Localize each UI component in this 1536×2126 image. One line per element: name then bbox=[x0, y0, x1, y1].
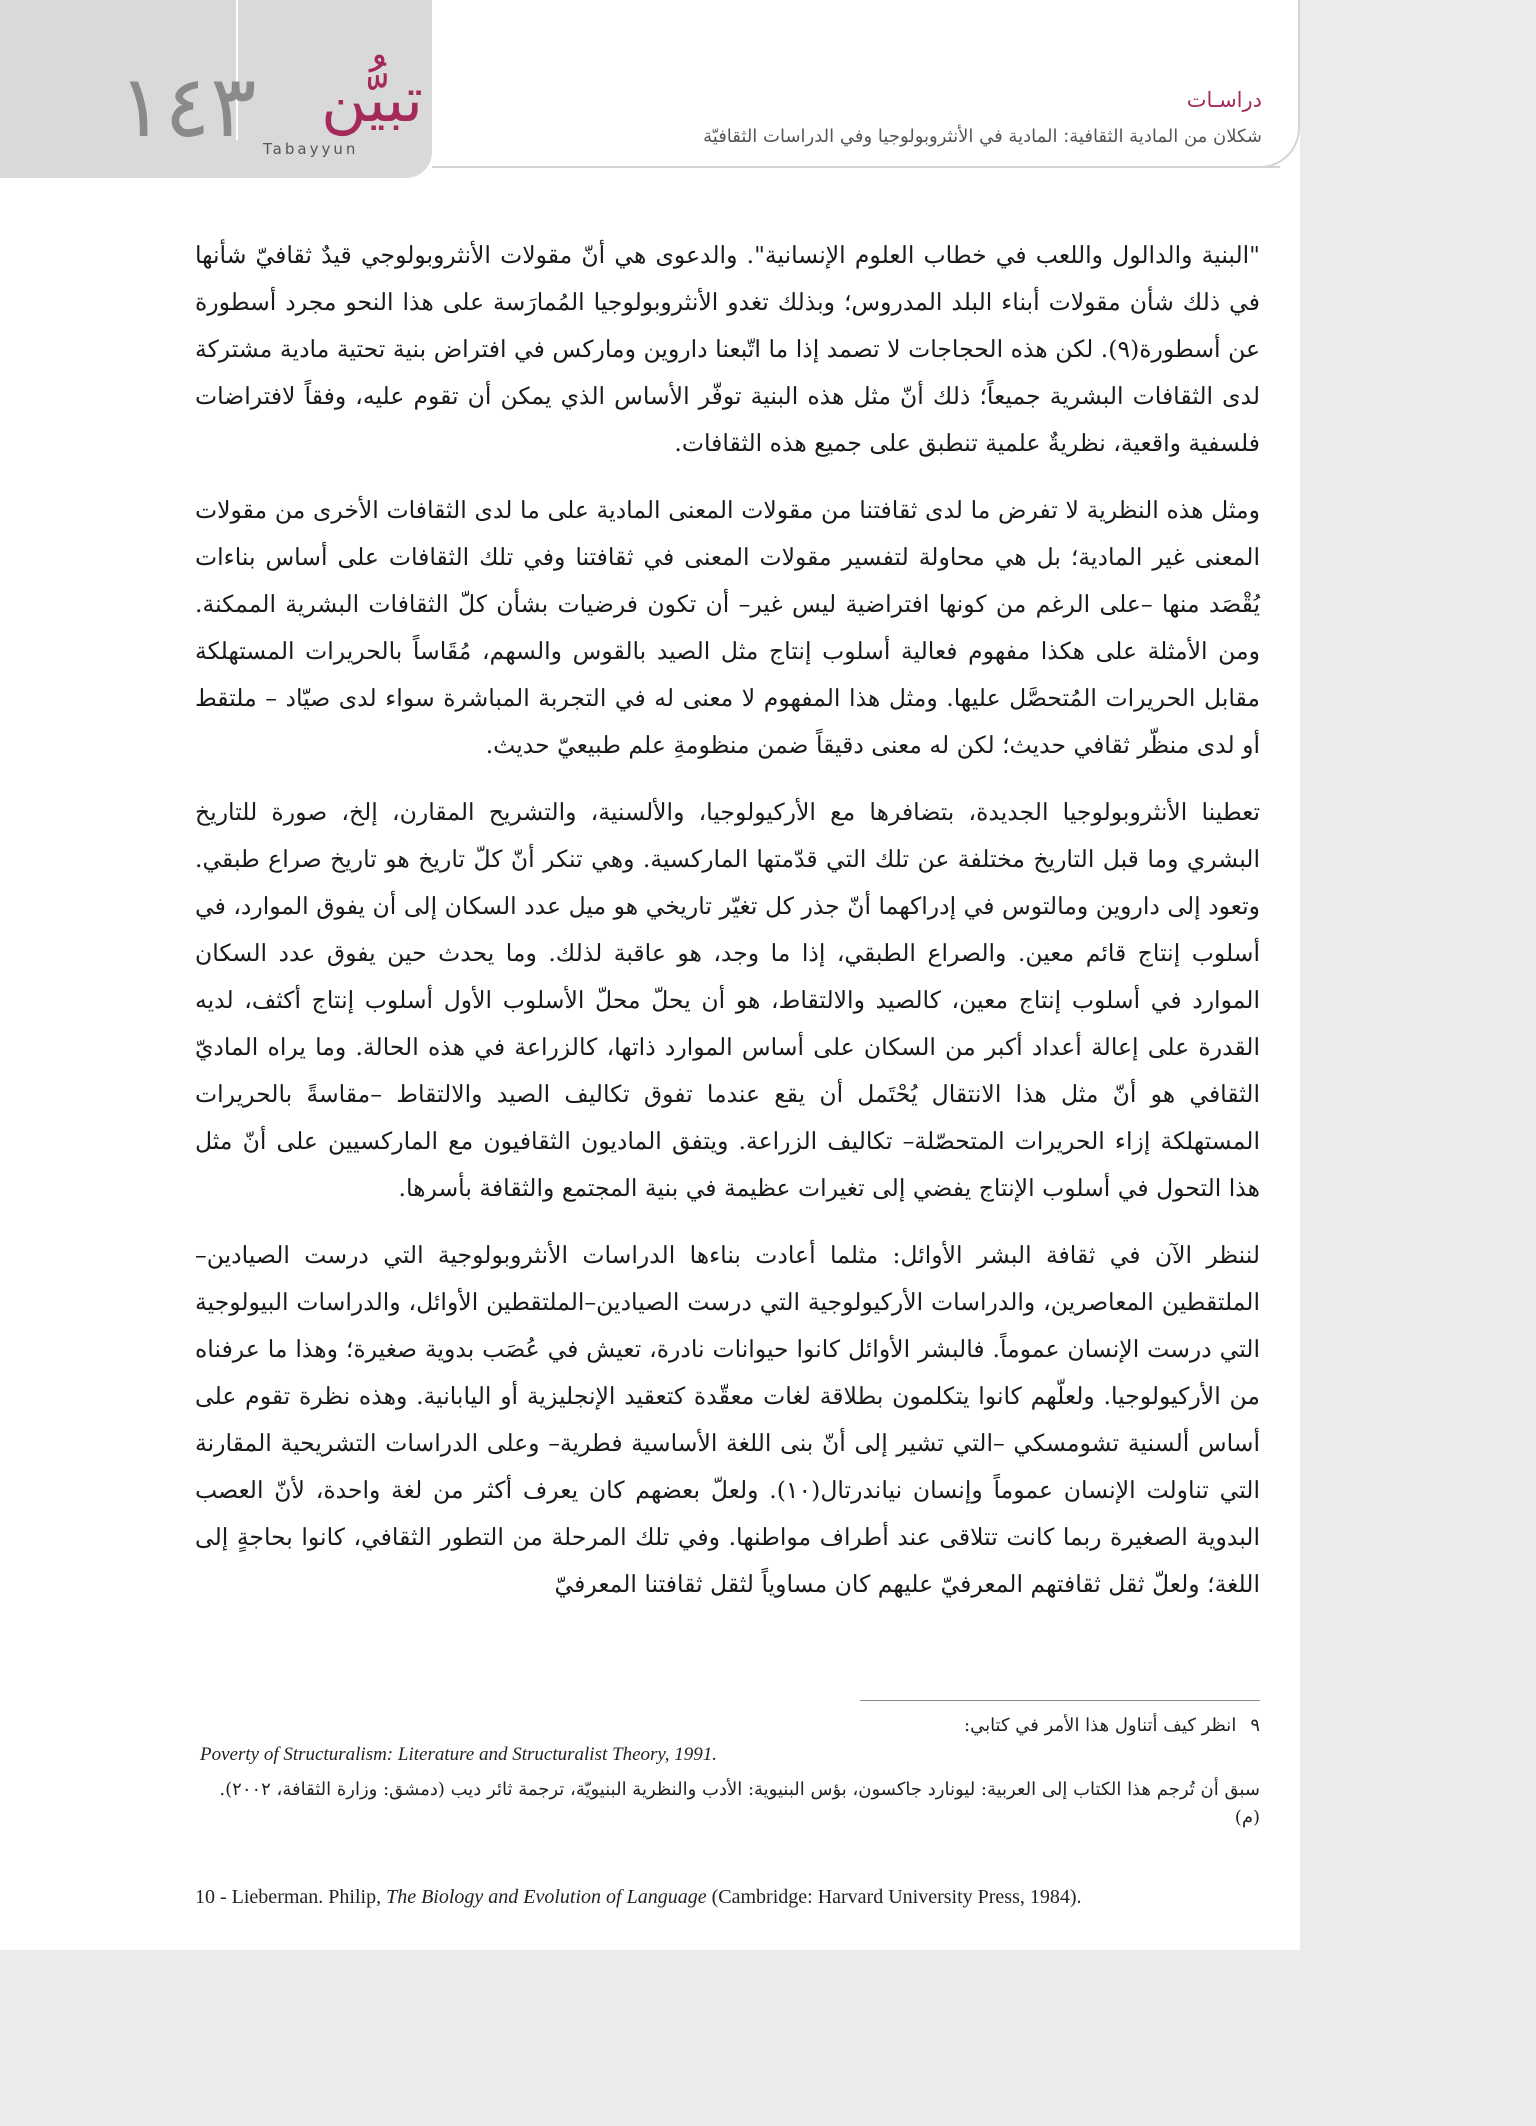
footnote-10 bbox=[195, 1886, 1260, 1909]
footnote-9-intro: انظر كيف أتناول هذا الأمر في كتابي: bbox=[964, 1715, 1237, 1736]
article-title: شكلان من المادية الثقافية: المادية في الأنثروبولوجيا وفي الدراسات الثقافيّة bbox=[703, 126, 1262, 147]
logo-arabic: تبيُّن bbox=[321, 63, 423, 136]
footnote-9-english: Poverty of Structuralism: Literature and Structuralist Theory, 1991. bbox=[200, 1744, 718, 1765]
footnote-10-prefix: 10 - Lieberman. Philip, bbox=[195, 1886, 387, 1908]
footnote-rule bbox=[860, 1700, 1260, 1701]
header-rule bbox=[432, 166, 1280, 168]
paragraph-4: لننظر الآن في ثقافة البشر الأوائل: مثلما أعادت بناءها الدراسات الأنثروبولوجية التي درست الصيادين–الملتقطين المعاصرين، والدراسات الأركيولوجية التي درست الصيادين–الملتقطين الأوائل، والدراسات البيولوجية التي درست الإنسان عموماً. فالبشر الأوائل كانوا حيوانات نادرة، تعيش في عُصَب بدوية صغيرة؛ وهذا ما عرفناه من الأركيولوجيا. ولعلّهم كانوا يتكلمون بطلاقة لغات معقّدة كتعقيد الإنجليزية أو اليابانية. وهذه نظرة تقوم على أساس ألسنية تشومسكي –التي تشير إلى أنّ بنى اللغة الأساسية فطرية– وعلى الدراسات التشريحية المقارنة التي تناولت الإنسان عموماً وإنسان نياندرتال(١٠). ولعلّ بعضهم كان يعرف أكثر من لغة واحدة، لأنّ العصب البدوية الصغيرة ربما كانت تتلاقى عند أطراف مواطنها. وفي تلك المرحلة من التطور الثقافي، كانوا بحاجةٍ إلى اللغة؛ ولعلّ ثقل ثقافتهم المعرفيّ عليهم كان مساوياً لثقل ثقافتنا المعرفيّ bbox=[195, 1241, 1260, 1598]
page-number: ١٤٣ bbox=[118, 57, 257, 157]
paragraph-2: ومثل هذه النظرية لا تفرض ما لدى ثقافتنا من مقولات المعنى المادية على ما لدى الثقافات الأخرى من مقولات المعنى غير المادية؛ بل هي محاولة لتفسير مقولات المعنى في ثقافتنا وفي تلك الثقافات على أساس بناءات يُقْصَد منها –على الرغم من كونها افتراضية ليس غير– أن تكون فرضيات بشأن كلّ الثقافات البشرية الممكنة. ومن الأمثلة على هكذا مفهوم فعالية أسلوب إنتاج مثل الصيد بالقوس والسهم، مُقَاساً بالحريرات المستهلكة مقابل الحريرات المُتحصَّل عليها. ومثل هذا المفهوم لا معنى له في التجربة المباشرة سواء لدى صيّاد – ملتقط أو لدى منظّر ثقافي حديث؛ لكن له معنى دقيقاً ضمن منظومةِ علم طبيعيّ حديث. bbox=[195, 496, 1260, 759]
section-title: دراسـات bbox=[1186, 88, 1262, 112]
footnote-10-suffix: (Cambridge: Harvard University Press, 1984). bbox=[706, 1886, 1082, 1908]
paragraph-3: تعطينا الأنثروبولوجيا الجديدة، بتضافرها مع الأركيولوجيا، والألسنية، والتشريح المقارن، إلخ، صورة للتاريخ البشري وما قبل التاريخ مختلفة عن تلك التي قدّمتها الماركسية. وهي تنكر أنّ كلّ تاريخ هو تاريخ صراع طبقي. وتعود إلى داروين ومالتوس في إدراكهما أنّ جذر كل تغيّر تاريخي هو ميل عدد السكان إلى أن يفوق الموارد، في أسلوب إنتاج قائم معين. والصراع الطبقي، إذا ما وجد، هو عاقبة لذلك. وما يحدث حين يفوق عدد السكان الموارد في أسلوب إنتاج معين، كالصيد والالتقاط، هو أن يحلّ محلّ الأسلوب الأول أسلوب إنتاج أكثف، لديه القدرة على إعالة أعداد أكبر من السكان على أساس الموارد ذاتها، كالزراعة في هذه الحالة. وما يراه الماديّ الثقافي هو أنّ مثل هذا الانتقال يُحْتَمل أن يقع عندما تفوق تكاليف الصيد والالتقاط –مقاسةً بالحريرات المستهلكة إزاء الحريرات المتحصّلة– تكاليف الزراعة. ويتفق الماديون الثقافيون مع الماركسيين على أنّ مثل هذا التحول في أسلوب الإنتاج يفضي إلى تغيرات عظيمة في بنية المجتمع والثقافة بأسرها. bbox=[195, 798, 1261, 1202]
article-body bbox=[195, 232, 1260, 1628]
footnote-9 bbox=[195, 1712, 1260, 1740]
footnote-9-arabic: سبق أن تُرجم هذا الكتاب إلى العربية: ليونارد جاكسون، بؤس البنيوية: الأدب والنظرية البنيويّة، ترجمة ثائر ديب (دمشق: وزارة الثقافة، ٢٠٠٢).(م) bbox=[219, 1779, 1260, 1828]
footnote-9-number: ٩ bbox=[1250, 1715, 1260, 1736]
journal-logo bbox=[255, 60, 435, 160]
footnote-10-book: The Biology and Evolution of Language bbox=[386, 1886, 707, 1908]
logo-latin: Tabayyun bbox=[263, 140, 359, 158]
paragraph-1: "البنية والدالول واللعب في خطاب العلوم الإنسانية". والدعوى هي أنّ مقولات الأنثروبولوجي قيدٌ ثقافيّ شأنها في ذلك شأن مقولات أبناء البلد المدروس؛ وبذلك تغدو الأنثروبولوجيا المُمارَسة على هذا النحو مجرد أسطورة عن أسطورة(٩). لكن هذه الحجاجات لا تصمد إذا ما اتّبعنا داروين وماركس في افتراض بنية تحتية مادية مشتركة لدى الثقافات البشرية جميعاً؛ ذلك أنّ مثل هذه البنية توفّر الأساس الذي يمكن أن تقوم عليه، وفقاً لافتراضات فلسفية واقعية، نظريةٌ علمية تنطبق على جميع هذه الثقافات. bbox=[195, 241, 1260, 457]
